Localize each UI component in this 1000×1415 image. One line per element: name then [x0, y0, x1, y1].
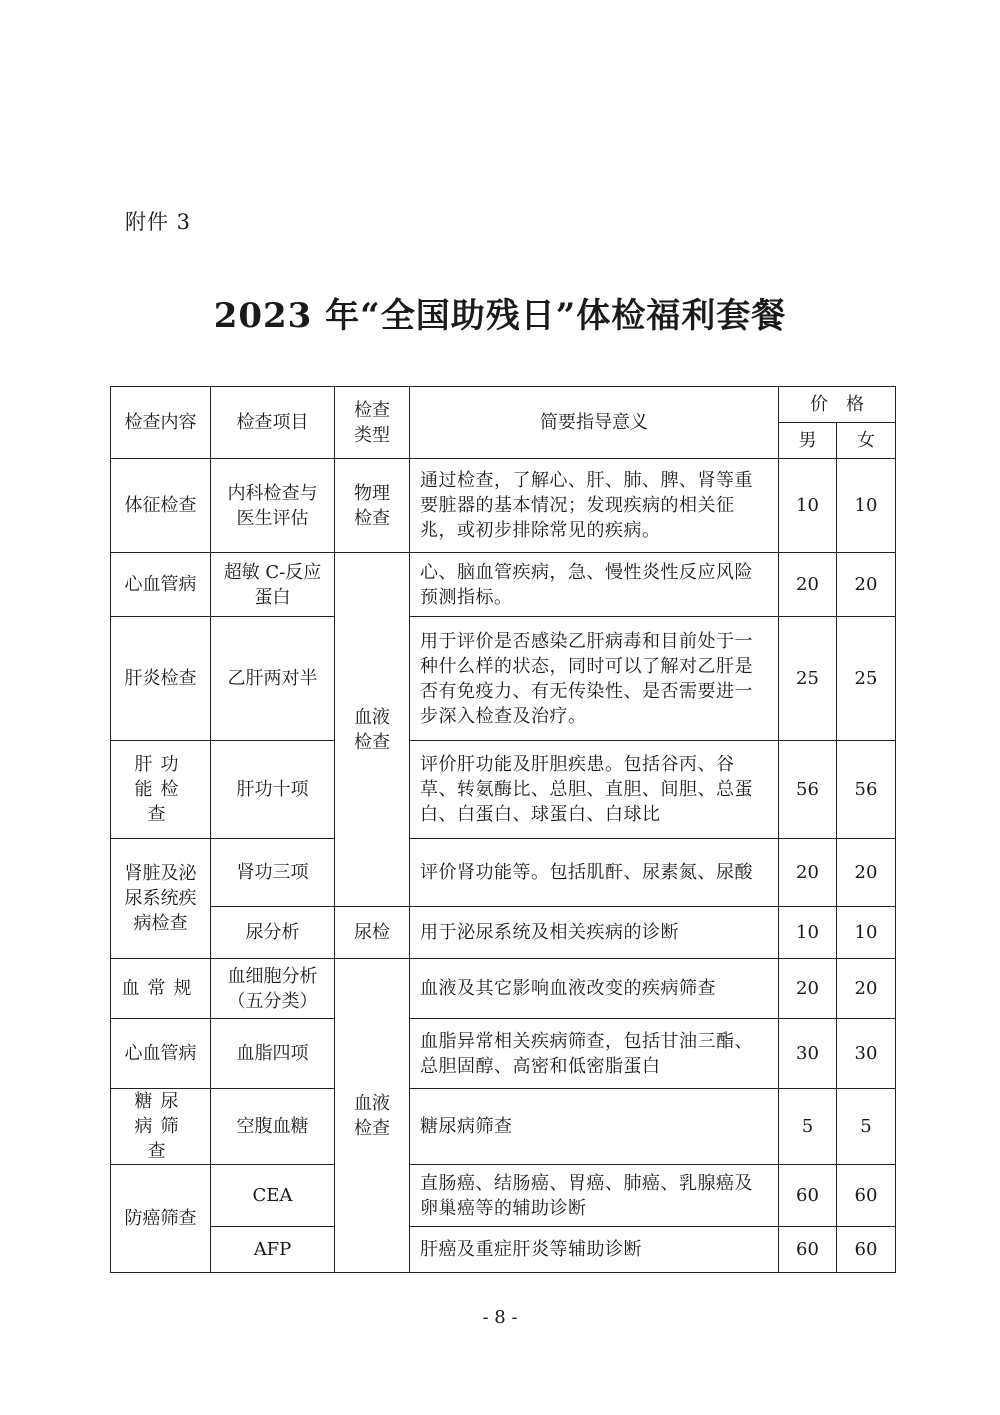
- row-item: 乙肝两对半: [211, 617, 335, 741]
- header-type: 检查类型: [335, 387, 410, 459]
- row-item: 血脂四项: [211, 1019, 335, 1089]
- table-row: [111, 959, 896, 1019]
- row-female-price: 56: [837, 741, 896, 839]
- row-female-price: 30: [837, 1019, 896, 1089]
- type-urine: 尿检: [335, 907, 410, 959]
- row-male-price: 5: [779, 1089, 837, 1165]
- row-item: CEA: [211, 1165, 335, 1227]
- row-desc: 用于评价是否感染乙肝病毒和目前处于一种什么样的状态，同时可以了解对乙肝是否有免疫力、有无传染性、是否需要进一步深入检查及治疗。: [410, 617, 779, 741]
- header-female: 女: [837, 423, 896, 459]
- row-male-price: 60: [779, 1165, 837, 1227]
- row-female-price: 20: [837, 839, 896, 907]
- document-title: 2023 年“全国助残日”体检福利套餐: [213, 296, 787, 336]
- header-significance: 简要指导意义: [410, 387, 779, 459]
- row-desc: 直肠癌、结肠癌、胃癌、肺癌、乳腺癌及卵巢癌等的辅助诊断: [410, 1165, 779, 1227]
- row-content: 心血管病: [111, 553, 211, 617]
- row-male-price: 20: [779, 553, 837, 617]
- table-row: [111, 741, 896, 839]
- type-blood-2: 血液检查: [335, 959, 410, 1273]
- row-content: 糖尿病筛查: [111, 1089, 211, 1165]
- table-row: [111, 617, 896, 741]
- row-content: 肾脏及泌尿系统疾病检查: [111, 839, 211, 959]
- row-male-price: 20: [779, 959, 837, 1019]
- table-row: [111, 1019, 896, 1089]
- row-item: 超敏 C-反应蛋白: [211, 553, 335, 617]
- page-number: - 8 -: [482, 1307, 518, 1328]
- row-item: AFP: [211, 1227, 335, 1273]
- header-male: 男: [779, 423, 837, 459]
- table-row: [111, 1227, 896, 1273]
- row-desc: 糖尿病筛查: [410, 1089, 779, 1165]
- row-female-price: 10: [837, 907, 896, 959]
- row-female-price: 25: [837, 617, 896, 741]
- row-content: 防癌筛查: [111, 1165, 211, 1273]
- row-item: 肾功三项: [211, 839, 335, 907]
- row-male-price: 10: [779, 907, 837, 959]
- row-desc: 血脂异常相关疾病筛查，包括甘油三酯、总胆固醇、高密和低密脂蛋白: [410, 1019, 779, 1089]
- row-desc: 通过检查，了解心、肝、肺、脾、肾等重要脏器的基本情况；发现疾病的相关征兆，或初步排除常见的疾病。: [410, 459, 779, 553]
- row-male-price: 10: [779, 459, 837, 553]
- row-desc: 评价肾功能等。包括肌酐、尿素氮、尿酸: [410, 839, 779, 907]
- row-item: 空腹血糖: [211, 1089, 335, 1165]
- row-item: 肝功十项: [211, 741, 335, 839]
- attachment-label: 附件 3: [125, 210, 192, 234]
- row-male-price: 25: [779, 617, 837, 741]
- table-row: [111, 907, 896, 959]
- header-item: 检查项目: [211, 387, 335, 459]
- row-content: 心血管病: [111, 1019, 211, 1089]
- row-female-price: 20: [837, 553, 896, 617]
- table-row: [111, 1165, 896, 1227]
- table-row: [111, 839, 896, 907]
- table-row: [111, 459, 896, 553]
- row-female-price: 20: [837, 959, 896, 1019]
- header-row: [111, 387, 896, 423]
- row-female-price: 60: [837, 1165, 896, 1227]
- row-desc: 肝癌及重症肝炎等辅助诊断: [410, 1227, 779, 1273]
- row-male-price: 20: [779, 839, 837, 907]
- row-male-price: 30: [779, 1019, 837, 1089]
- checkup-package-table: [110, 386, 896, 1273]
- row-female-price: 60: [837, 1227, 896, 1273]
- row-female-price: 10: [837, 459, 896, 553]
- row-content: 肝炎检查: [111, 617, 211, 741]
- row-content: 肝功能检查: [111, 741, 211, 839]
- table-row: [111, 1089, 896, 1165]
- row-item: 血细胞分析（五分类）: [211, 959, 335, 1019]
- type-physical: 物理检查: [335, 459, 410, 553]
- header-price: 价 格: [779, 387, 896, 423]
- row-male-price: 60: [779, 1227, 837, 1273]
- row-desc: 用于泌尿系统及相关疾病的诊断: [410, 907, 779, 959]
- row-female-price: 5: [837, 1089, 896, 1165]
- row-item: 内科检查与医生评估: [211, 459, 335, 553]
- table-row: [111, 553, 896, 617]
- row-desc: 评价肝功能及肝胆疾患。包括谷丙、谷草、转氨酶比、总胆、直胆、间胆、总蛋白、白蛋白、球蛋白、白球比: [410, 741, 779, 839]
- row-content: 血常规: [111, 959, 211, 1019]
- row-male-price: 56: [779, 741, 837, 839]
- row-desc: 心、脑血管疾病，急、慢性炎性反应风险预测指标。: [410, 553, 779, 617]
- row-desc: 血液及其它影响血液改变的疾病筛查: [410, 959, 779, 1019]
- type-blood-1: 血液检查: [335, 553, 410, 907]
- row-item: 尿分析: [211, 907, 335, 959]
- row-content: 体征检查: [111, 459, 211, 553]
- header-content: 检查内容: [111, 387, 211, 459]
